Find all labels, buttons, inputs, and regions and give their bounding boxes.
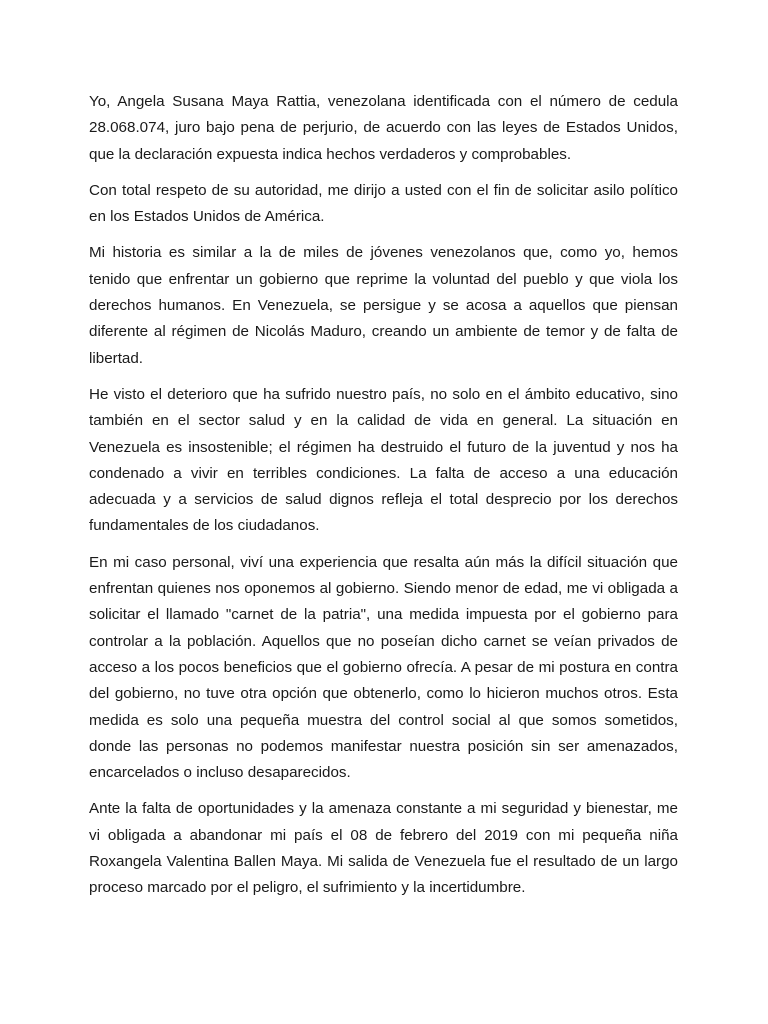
- document-body: [89, 89, 678, 912]
- paragraph-oath: Yo, Angela Susana Maya Rattia, venezolana identificada con el número de cedula 28.068.074, juro bajo pena de perjurio, de acuerdo con las leyes de Estados Unidos, que la declaración expuesta indica hechos verdaderos y comprobables.: [89, 93, 678, 163]
- paragraph-departure: Ante la falta de oportunidades y la amenaza constante a mi seguridad y bienestar, me vi obligada a abandonar mi país el 08 de febrero del 2019 con mi pequeña niña Roxangela Valentina Ballen Maya. Mi salida de Venezuela fue el resultado de un largo proceso marcado por el peligro, el sufrimiento y la incertidumbre.: [89, 800, 678, 897]
- paragraph-request: Con total respeto de su autoridad, me dirijo a usted con el fin de solicitar asilo político en los Estados Unidos de América.: [89, 181, 678, 226]
- paragraph-deterioration: He visto el deterioro que ha sufrido nuestro país, no solo en el ámbito educativo, sino también en el sector salud y en la calidad de vida en general. La situación en Venezuela es insostenible; el régimen ha destruido el futuro de la juventud y nos ha condenado a vivir en terribles condiciones. La falta de acceso a una educación adecuada y a servicios de salud dignos refleja el total desprecio por los derechos fundamentales de los ciudadanos.: [89, 385, 678, 535]
- paragraph-personal-case: En mi caso personal, viví una experiencia que resalta aún más la difícil situación que enfrentan quienes nos oponemos al gobierno. Siendo menor de edad, me vi obligada a solicitar el llamado "carnet de la patria", una medida impuesta por el gobierno para controlar a la población. Aquellos que no poseían dicho carnet se veían privados de acceso a los pocos beneficios que el gobierno ofrecía. A pesar de mi postura en contra del gobierno, no tuve otra opción que obtenerlo, como lo hicieron muchos otros. Esta medida es solo una pequeña muestra del control social al que somos sometidos, donde las personas no podemos manifestar nuestra posición sin ser amenazados, encarcelados o incluso desaparecidos.: [89, 553, 678, 782]
- paragraph-history: Mi historia es similar a la de miles de jóvenes venezolanos que, como yo, hemos tenido que enfrentar un gobierno que reprime la voluntad del pueblo y que viola los derechos humanos. En Venezuela, se persigue y se acosa a aquellos que piensan diferente al régimen de Nicolás Maduro, creando un ambiente de temor y de falta de libertad.: [89, 244, 678, 367]
